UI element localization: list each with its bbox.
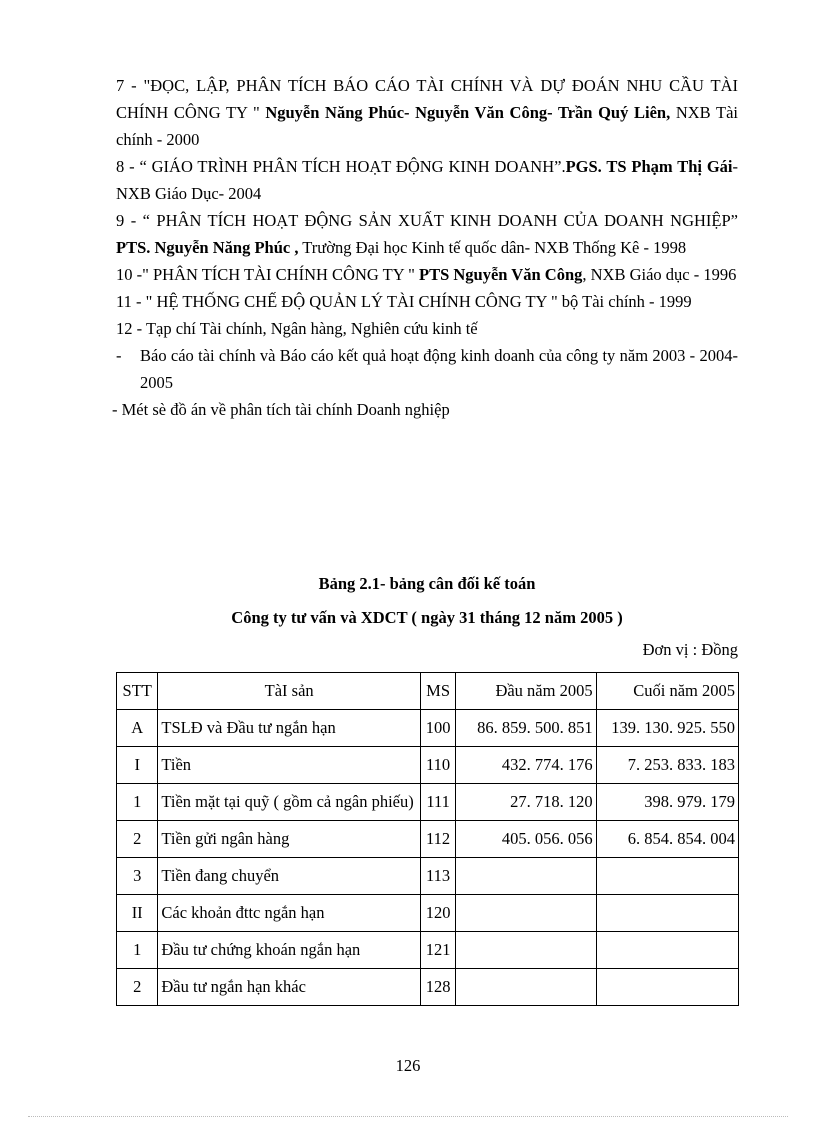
header-name: TàI sản [158,673,421,710]
cell-stt: I [117,747,158,784]
cell-stt: 1 [117,784,158,821]
table-row [117,858,739,895]
cell-ms: 128 [420,969,455,1006]
page-number: 126 [395,1056,421,1075]
header-stt: STT [117,673,158,710]
cell-stt: 1 [117,932,158,969]
cell-stt: II [117,895,158,932]
cell-stt: 3 [117,858,158,895]
cell-start: 86. 859. 500. 851 [456,710,596,747]
reference-publisher: NXB Tài chính - 2000 [116,103,738,149]
cell-ms: 113 [420,858,455,895]
cell-name: Tiền [158,747,421,784]
table-unit: Đơn vị : Đồng [642,640,738,659]
table-title: Bảng 2.1- bảng cân đối kế toán [318,574,536,593]
cell-name: Tiền gửi ngân hàng [158,821,421,858]
cell-ms: 110 [420,747,455,784]
header-start-2005: Đầu năm 2005 [456,673,596,710]
table-row [117,969,739,1006]
reference-publisher: Trường Đại học Kinh tế quốc dân- NXB Thống Kê - 1998 [298,238,687,257]
cell-end: 139. 130. 925. 550 [596,710,738,747]
cell-start [456,858,596,895]
page-bottom-divider [28,1116,788,1117]
reference-9 [116,207,738,261]
table-row [117,710,739,747]
reference-authors: PGS. TS Phạm Thị Gái [565,157,733,176]
cell-start [456,969,596,1006]
table-row [117,932,739,969]
reference-bullet [116,342,738,396]
table-row [117,747,739,784]
header-end-2005: Cuối năm 2005 [596,673,738,710]
reference-title: 9 - “ PHÂN TÍCH HOẠT ĐỘNG SẢN XUẤT KINH DOANH CỦA DOANH NGHIỆP” [116,211,738,230]
table-row [117,895,739,932]
cell-ms: 121 [420,932,455,969]
cell-end [596,895,738,932]
cell-ms: 112 [420,821,455,858]
table-row [117,821,739,858]
cell-start [456,932,596,969]
reference-11 [116,288,738,315]
reference-7 [116,72,738,153]
cell-ms: 100 [420,710,455,747]
reference-authors: Nguyễn Năng Phúc- Nguyễn Văn Công- Trần Quý Liên, [265,103,671,122]
header-ms: MS [420,673,455,710]
reference-publisher: - NXB Giáo Dục- 2004 [116,157,738,203]
cell-name: Tiền đang chuyển [158,858,421,895]
bullet-dash: - [116,346,122,365]
reference-authors: PTS. Nguyễn Năng Phúc , [116,238,299,257]
cell-end [596,969,738,1006]
cell-ms: 111 [420,784,455,821]
table-header-row [117,673,739,710]
reference-publisher: , NXB Giáo dục - 1996 [582,265,737,284]
reference-title: 8 - “ GIÁO TRÌNH PHÂN TÍCH HOẠT ĐỘNG KINH DOANH”. [116,157,566,176]
reference-title: 7 - "ĐỌC, LẬP, PHÂN TÍCH BÁO CÁO TÀI CHÍNH VÀ DỰ ĐOÁN NHU CẦU TÀI CHÍNH CÔNG TY " [116,76,738,122]
table-subtitle: Công ty tư vấn và XDCT ( ngày 31 tháng 12 năm 2005 ) [231,608,623,627]
cell-start: 405. 056. 056 [456,821,596,858]
cell-stt: 2 [117,969,158,1006]
cell-name: Các khoản đttc ngắn hạn [158,895,421,932]
cell-stt: A [117,710,158,747]
cell-end: 6. 854. 854. 004 [596,821,738,858]
cell-end [596,932,738,969]
cell-start: 432. 774. 176 [456,747,596,784]
reference-8 [116,153,738,207]
cell-end: 398. 979. 179 [596,784,738,821]
reference-last: - Mét sè đồ án về phân tích tài chính Doanh nghiệp [112,400,450,419]
cell-start: 27. 718. 120 [456,784,596,821]
reference-12: 12 - Tạp chí Tài chính, Ngân hàng, Nghiên cứu kinh tế [116,319,478,338]
table-row [117,784,739,821]
cell-ms: 120 [420,895,455,932]
reference-10 [116,261,738,288]
cell-stt: 2 [117,821,158,858]
cell-end [596,858,738,895]
cell-start [456,895,596,932]
cell-end: 7. 253. 833. 183 [596,747,738,784]
cell-name: Tiền mặt tại quỹ ( gồm cả ngân phiếu) [158,784,421,821]
cell-name: Đầu tư ngắn hạn khác [158,969,421,1006]
bullet-text: Báo cáo tài chính và Báo cáo kết quả hoạt động kinh doanh của công ty năm 2003 - 2004- 2005 [140,346,738,392]
reference-title: 11 - " HỆ THỐNG CHẾ ĐỘ QUẢN LÝ TÀI CHÍNH CÔNG TY " bộ Tài chính - 1999 [116,292,692,311]
reference-title: 10 -" PHÂN TÍCH TÀI CHÍNH CÔNG TY " [116,265,419,284]
cell-name: TSLĐ và Đầu tư ngắn hạn [158,710,421,747]
balance-sheet-table [116,672,739,1006]
reference-authors: PTS Nguyễn Văn Công [419,265,583,284]
references-section [112,72,738,423]
cell-name: Đầu tư chứng khoán ngắn hạn [158,932,421,969]
